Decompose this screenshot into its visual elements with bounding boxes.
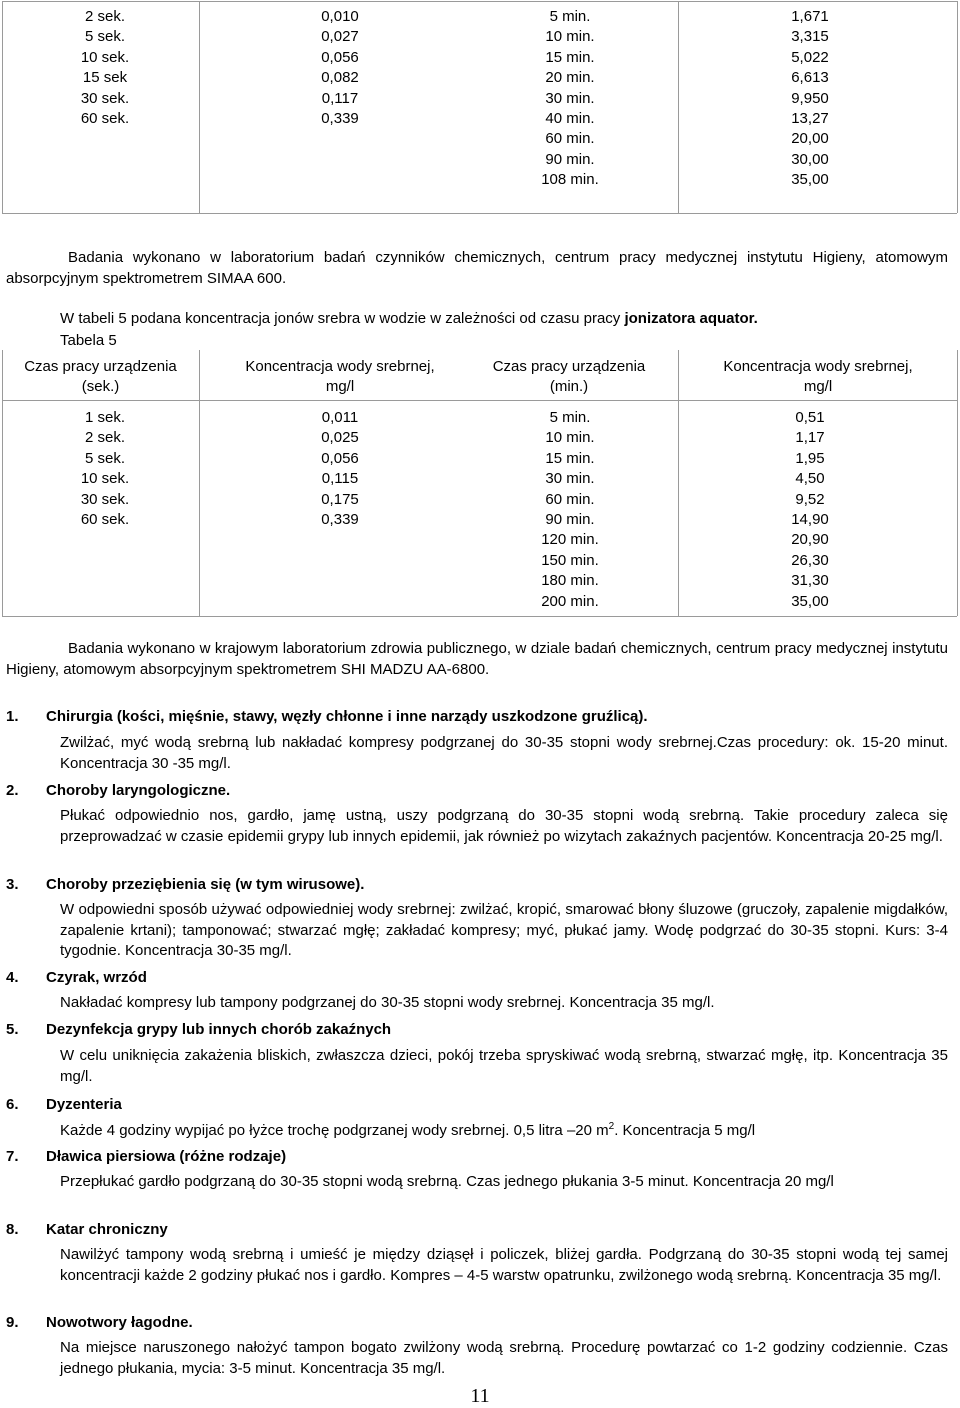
table-cell: 5,022 xyxy=(791,48,829,66)
table-cell: 0,115 xyxy=(321,470,359,488)
section-number: 8. xyxy=(6,1221,19,1238)
note-laboratory-1: Badania wykonano w laboratorium badań czynników chemicznych, centrum pracy medycznej instytutu Higieny, atomowym absorpcyjnym spektrometrem SIMAA 600. xyxy=(6,249,948,287)
section-title: Choroby przeziębienia się (w tym wirusowe). xyxy=(46,876,365,893)
table-cell: 40 min. xyxy=(545,110,595,128)
section-body: Każde 4 godziny wypijać po łyżce trochę podgrzanej wody srebrnej. 0,5 litra –20 $m^2$. Koncentracja 5 mg/l xyxy=(60,1121,756,1139)
table-border-left xyxy=(2,1,3,213)
t5-col-concentration-sec xyxy=(300,408,380,530)
table-cell: 1,671 xyxy=(791,8,829,25)
table-cell: 9,950 xyxy=(791,89,829,107)
device-name: jonizatora aquator. xyxy=(624,310,758,327)
table-cell: 30 sek. xyxy=(80,490,130,508)
table-border-bottom xyxy=(2,213,957,214)
table-cell: 60 min. xyxy=(545,130,595,148)
section-title: Dyzenteria xyxy=(46,1096,122,1113)
top-col-seconds xyxy=(60,7,150,129)
table-cell: 0,082 xyxy=(321,69,359,87)
table-cell: 10 min. xyxy=(545,429,595,447)
table-cell: 31,30 xyxy=(791,572,829,590)
section-body: Płukać odpowiednio nos, gardło, jamę ustną, uszy podgrzaną do 30-35 stopni wodą srebrną. Takie procedury zaleca się przeprowadzać w czasie epidemii grypy lub innych epidemii, jak również po wizytach zakaźnych pacjentów. Koncentracja 20-25 mg/l. xyxy=(60,807,948,845)
top-col-concentration-min xyxy=(770,7,850,191)
table-cell: 35,00 xyxy=(791,592,829,610)
table-cell: 1,95 xyxy=(795,449,825,467)
table-cell: 30 sek. xyxy=(80,89,130,107)
table-border-right xyxy=(957,350,958,616)
section-number: 2. xyxy=(6,782,19,799)
table-cell: 60 sek. xyxy=(80,110,130,128)
table-cell: 0,117 xyxy=(321,89,359,107)
table-cell: 15 min. xyxy=(545,48,595,66)
table-cell: 10 min. xyxy=(545,28,595,46)
section-number: 9. xyxy=(6,1314,19,1331)
table-cell: 20 min. xyxy=(545,69,595,87)
table-divider xyxy=(678,1,679,213)
table-cell: 0,011 xyxy=(321,409,359,426)
table-cell: 15 sek xyxy=(82,69,128,87)
table-cell: 0,339 xyxy=(321,511,359,529)
table-cell: 0,027 xyxy=(321,28,359,46)
table-cell: 108 min. xyxy=(541,171,599,189)
table-cell: 5 sek. xyxy=(84,449,126,467)
table-cell: 60 min. xyxy=(545,490,595,508)
table-cell: 26,30 xyxy=(791,551,829,569)
table-cell: 0,056 xyxy=(321,48,359,66)
table-cell: 120 min. xyxy=(541,531,599,549)
section-body: Zwilżać, myć wodą srebrną lub nakładać kompresy podgrzanej do 30-35 stopni wody srebrnej.Czas procedury: ok. 15-20 minut. Koncentracja 30 -35 mg/l. xyxy=(60,734,948,772)
table-cell: 3,315 xyxy=(791,28,829,46)
section-title: Katar chroniczny xyxy=(46,1221,168,1238)
section-body: Nakładać kompresy lub tampony podgrzanej do 30-35 stopni wody srebrnej. Koncentracja 35 mg/l. xyxy=(60,994,715,1011)
table-5-intro xyxy=(60,309,950,330)
section-title: Nowotwory łagodne. xyxy=(46,1314,193,1331)
table-cell: 15 min. xyxy=(545,449,595,467)
table-cell: 2 sek. xyxy=(84,8,126,25)
table-cell: 0,010 xyxy=(321,8,359,25)
table-cell: 60 sek. xyxy=(80,511,130,529)
section-body: W celu uniknięcia zakażenia bliskich, zwłaszcza dzieci, pokój trzeba spryskiwać wodą srebrną, stwarzać mgłę, itp. Koncentracja 35 mg/l. xyxy=(60,1047,948,1085)
table-cell: 0,056 xyxy=(321,449,359,467)
table-cell: 5 min. xyxy=(549,8,591,25)
header-time-minutes: Czas pracy urządzenia (min.) xyxy=(492,358,646,396)
section-title: Choroby laryngologiczne. xyxy=(46,782,231,799)
table-cell: 200 min. xyxy=(541,592,599,610)
section-number: 6. xyxy=(6,1096,19,1113)
table-border-bottom xyxy=(2,616,957,617)
top-col-minutes xyxy=(520,7,620,191)
section-number: 1. xyxy=(6,708,19,725)
note-laboratory-2: Badania wykonano w krajowym laboratorium zdrowia publicznego, w dziale badań chemicznych, centrum pracy medycznej instytutu Higieny, atomowym absorpcyjnym spektrometrem SHI MADZU AA-6800. xyxy=(6,640,948,678)
table-cell: 9,52 xyxy=(795,490,825,508)
table-cell: 6,613 xyxy=(791,69,829,87)
table-cell: 10 sek. xyxy=(80,470,130,488)
table-cell: 0,175 xyxy=(321,490,359,508)
section-title: Czyrak, wrzód xyxy=(46,969,147,986)
table-cell: 90 min. xyxy=(545,150,595,168)
table-cell: 5 min. xyxy=(549,409,591,426)
section-number: 4. xyxy=(6,969,19,986)
section-body: Nawilżyć tampony wodą srebrną i umieść je między dziąsęł i policzek, bliżej gardła. Podgrzaną do 30-35 stopni wodą tej samej koncentracji każde 2 godziny płukać nos i gardło. Kompres – 4-5 warstw opatrunku, zwilżonego wodą srebrną. Koncentracja 35 mg/l. xyxy=(60,1246,948,1284)
table-cell: 0,339 xyxy=(321,110,359,128)
table-cell: 5 sek. xyxy=(84,28,126,46)
table-cell: 30,00 xyxy=(791,150,829,168)
table-cell: 0,51 xyxy=(795,409,825,426)
table-5-caption: Tabela 5 xyxy=(60,332,117,349)
table-cell: 20,00 xyxy=(791,130,829,148)
table-cell: 20,90 xyxy=(791,531,829,549)
t5-col-minutes xyxy=(520,408,620,612)
table-cell: 14,90 xyxy=(791,511,829,529)
table-border-right xyxy=(957,1,958,213)
header-concentration-minutes: Koncentracja wody srebrnej, mg/l xyxy=(723,358,913,396)
table-divider xyxy=(199,1,200,213)
table-cell: 10 sek. xyxy=(80,48,130,66)
header-time-seconds: Czas pracy urządzenia (sek.) xyxy=(24,358,177,396)
table-cell: 30 min. xyxy=(545,470,595,488)
table-header-divider xyxy=(2,400,957,401)
top-col-concentration-sec xyxy=(300,7,380,129)
header-concentration-seconds: Koncentracja wody srebrnej, mg/l xyxy=(245,358,435,396)
t5-col-seconds xyxy=(55,408,155,530)
table-cell: 0,025 xyxy=(321,429,359,447)
section-number: 3. xyxy=(6,876,19,893)
table-5-intro-text: W tabeli 5 podana koncentracja jonów srebra w wodzie w zależności od czasu pracy xyxy=(60,310,625,327)
section-number: 7. xyxy=(6,1148,19,1165)
section-body: W odpowiedni sposób używać odpowiedniej wody srebrnej: zwilżać, kropić, smarować błony śluzowe (gruczoły, zapalenie migdałków, zapalenie krtani); tamponować; stwarzać mgłę; zakładać kompresy; myć, płukać jamy. Wodę podgrzać do 30-35 stopni. Kurs: 3-4 tygodnie. Koncentracja 30-35 mg/l. xyxy=(60,901,948,959)
table-cell: 13,27 xyxy=(791,110,829,128)
table-border-top xyxy=(2,1,957,2)
table-cell: 30 min. xyxy=(545,89,595,107)
table-cell: 2 sek. xyxy=(84,429,126,447)
section-title: Dławica piersiowa (różne rodzaje) xyxy=(46,1148,287,1165)
section-title: Dezynfekcja grypy lub innych chorób zakaźnych xyxy=(46,1021,392,1038)
table-cell: 150 min. xyxy=(541,551,599,569)
section-number: 5. xyxy=(6,1021,19,1038)
section-body: Przepłukać gardło podgrzaną do 30-35 stopni wodą srebrną. Czas jednego płukania 3-5 minut. Koncentracja 20 mg/l xyxy=(60,1173,834,1190)
table-cell: 35,00 xyxy=(791,171,829,189)
table-cell: 180 min. xyxy=(541,572,599,590)
table-cell: 1,17 xyxy=(795,429,825,447)
section-body: Na miejsce naruszonego nałożyć tampon bogato zwilżony wodą srebrną. Procedurę powtarzać co 1-2 godziny codziennie. Czas jednego płukania, mycia: 3-5 minut. Koncentracja 35 mg/l. xyxy=(60,1339,948,1377)
table-cell: 4,50 xyxy=(795,470,825,488)
section-title: Chirurgia (kości, mięśnie, stawy, węzły chłonne i inne narządy uszkodzone gruźlicą). xyxy=(46,708,648,725)
page-number: 11 xyxy=(470,1385,490,1407)
table-cell: 90 min. xyxy=(545,511,595,529)
table-cell: 1 sek. xyxy=(84,409,126,426)
t5-col-concentration-min xyxy=(770,408,850,612)
